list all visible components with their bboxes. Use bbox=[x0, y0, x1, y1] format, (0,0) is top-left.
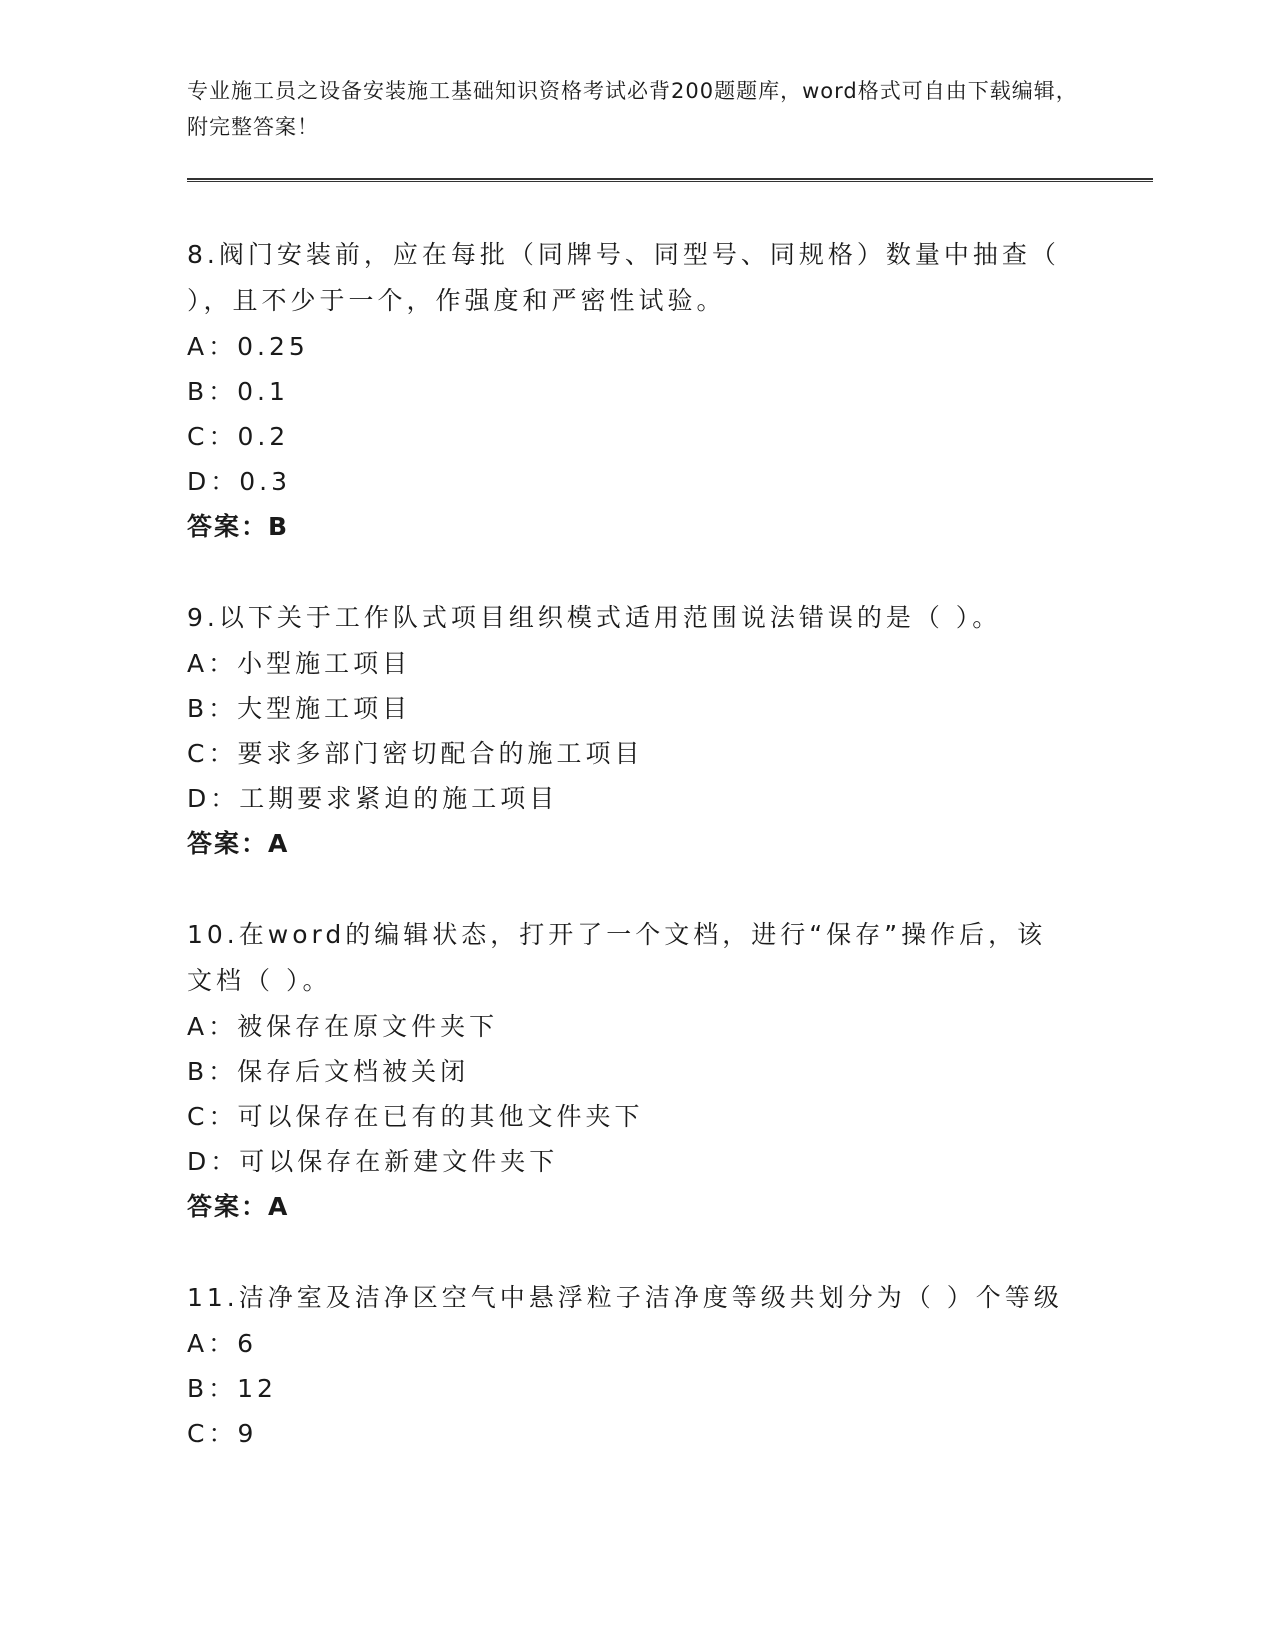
option-d: D：可以保存在新建文件夹下 bbox=[187, 1147, 559, 1176]
option-a: A：0.25 bbox=[187, 332, 309, 361]
option-a: A：6 bbox=[187, 1329, 258, 1358]
option-c: C：要求多部门密切配合的施工项目 bbox=[187, 739, 644, 768]
question-9 bbox=[187, 595, 1067, 867]
option-b: B：保存后文档被关闭 bbox=[187, 1057, 470, 1086]
option-b: B：大型施工项目 bbox=[187, 694, 412, 723]
question-8 bbox=[187, 232, 1067, 550]
answer: 答案：B bbox=[187, 512, 290, 541]
header-divider bbox=[187, 178, 1153, 182]
option-c: C：9 bbox=[187, 1419, 258, 1448]
question-11 bbox=[187, 1275, 1067, 1456]
option-a: A：被保存在原文件夹下 bbox=[187, 1012, 499, 1041]
question-list bbox=[187, 232, 1067, 1456]
option-d: D：工期要求紧迫的施工项目 bbox=[187, 784, 559, 813]
question-stem: 10.在word的编辑状态，打开了一个文档，进行“保存”操作后，该文档（ ）。 bbox=[187, 920, 1047, 995]
option-b: B：0.1 bbox=[187, 377, 289, 406]
answer: 答案：A bbox=[187, 829, 290, 858]
option-b: B：12 bbox=[187, 1374, 277, 1403]
question-stem: 9.以下关于工作队式项目组织模式适用范围说法错误的是（ ）。 bbox=[187, 603, 1002, 632]
answer: 答案：A bbox=[187, 1192, 290, 1221]
option-c: C：0.2 bbox=[187, 422, 290, 451]
question-stem: 8.阀门安装前，应在每批（同牌号、同型号、同规格）数量中抽查（ ），且不少于一个，作强度和严密性试验。 bbox=[187, 240, 1060, 315]
question-stem: 11.洁净室及洁净区空气中悬浮粒子洁净度等级共划分为（ ）个等级 bbox=[187, 1283, 1063, 1312]
option-d: D：0.3 bbox=[187, 467, 292, 496]
document-header: 专业施工员之设备安装施工基础知识资格考试必背200题题库，word格式可自由下载编辑，附完整答案！ bbox=[187, 79, 1078, 139]
question-10 bbox=[187, 912, 1067, 1230]
option-a: A：小型施工项目 bbox=[187, 649, 412, 678]
option-c: C：可以保存在已有的其他文件夹下 bbox=[187, 1102, 644, 1131]
